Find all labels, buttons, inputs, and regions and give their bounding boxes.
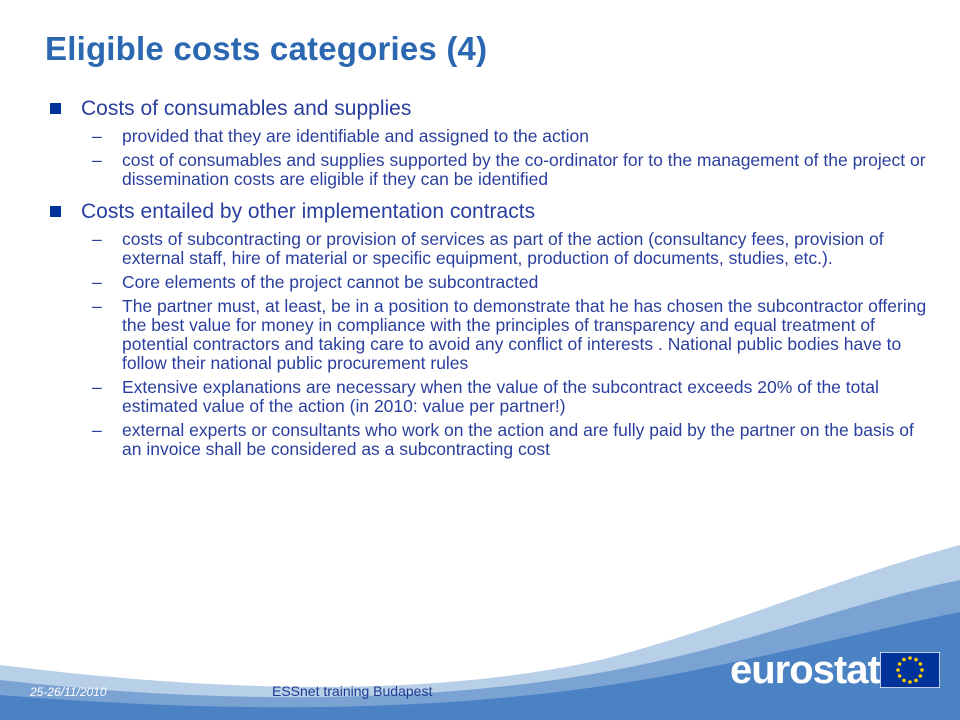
slide-title: Eligible costs categories (4)	[45, 30, 488, 67]
dash-marker: –	[92, 296, 102, 316]
dash-marker: –	[92, 272, 102, 292]
list-item-text: cost of consumables and supplies supported by the co-ordinator for to the management of the project or dissemination costs are eligible if they can be identified	[122, 150, 926, 189]
blue-square-icon	[50, 103, 61, 114]
dash-marker: –	[92, 420, 102, 440]
list-item-text: external experts or consultants who work on the action and are fully paid by the partner on the basis of an invoice shall be considered as a subcontracting cost	[122, 420, 914, 459]
section-heading: Costs of consumables and supplies	[81, 97, 412, 120]
slide-content	[0, 96, 960, 469]
section-item-list	[0, 127, 960, 189]
section-item-list	[0, 230, 960, 459]
section-consumables	[0, 96, 960, 189]
section-heading: Costs entailed by other implementation contracts	[81, 200, 536, 223]
list-item	[0, 273, 928, 292]
list-item-text: costs of subcontracting or provision of services as part of the action (consultancy fees, provision of external staff, hire of material or specific equipment, production of documents, studies, etc.).	[122, 229, 884, 268]
list-item-text: The partner must, at least, be in a position to demonstrate that he has chosen the subcontractor offering the best value for money in compliance with the principles of transparency and equal treatment of potential contractors and taking care to avoid any conflict of interests . National public bodies have to follow their national public procurement rules	[122, 296, 927, 373]
list-item-text: Core elements of the project cannot be subcontracted	[122, 272, 539, 292]
dash-marker: –	[92, 229, 102, 249]
list-item	[0, 230, 928, 268]
eu-flag-icon	[880, 652, 940, 688]
dash-marker: –	[92, 150, 102, 170]
list-item-text: provided that they are identifiable and assigned to the action	[122, 126, 589, 146]
eurostat-logo	[730, 648, 950, 694]
footer-date: 25-26/11/2010	[30, 685, 107, 699]
logo-wordmark: eurostat	[730, 648, 880, 692]
list-item-text: Extensive explanations are necessary when the value of the subcontract exceeds 20% of the total estimated value of the action (in 2010: value per partner!)	[122, 377, 879, 416]
dash-marker: –	[92, 126, 102, 146]
list-item	[0, 151, 928, 189]
list-item	[0, 297, 928, 373]
blue-square-icon	[50, 206, 61, 217]
list-item	[0, 378, 928, 416]
dash-marker: –	[92, 377, 102, 397]
list-item	[0, 127, 928, 146]
footer-event: ESSnet training Budapest	[272, 683, 433, 699]
section-implementation-contracts	[0, 199, 960, 459]
list-item	[0, 421, 928, 459]
